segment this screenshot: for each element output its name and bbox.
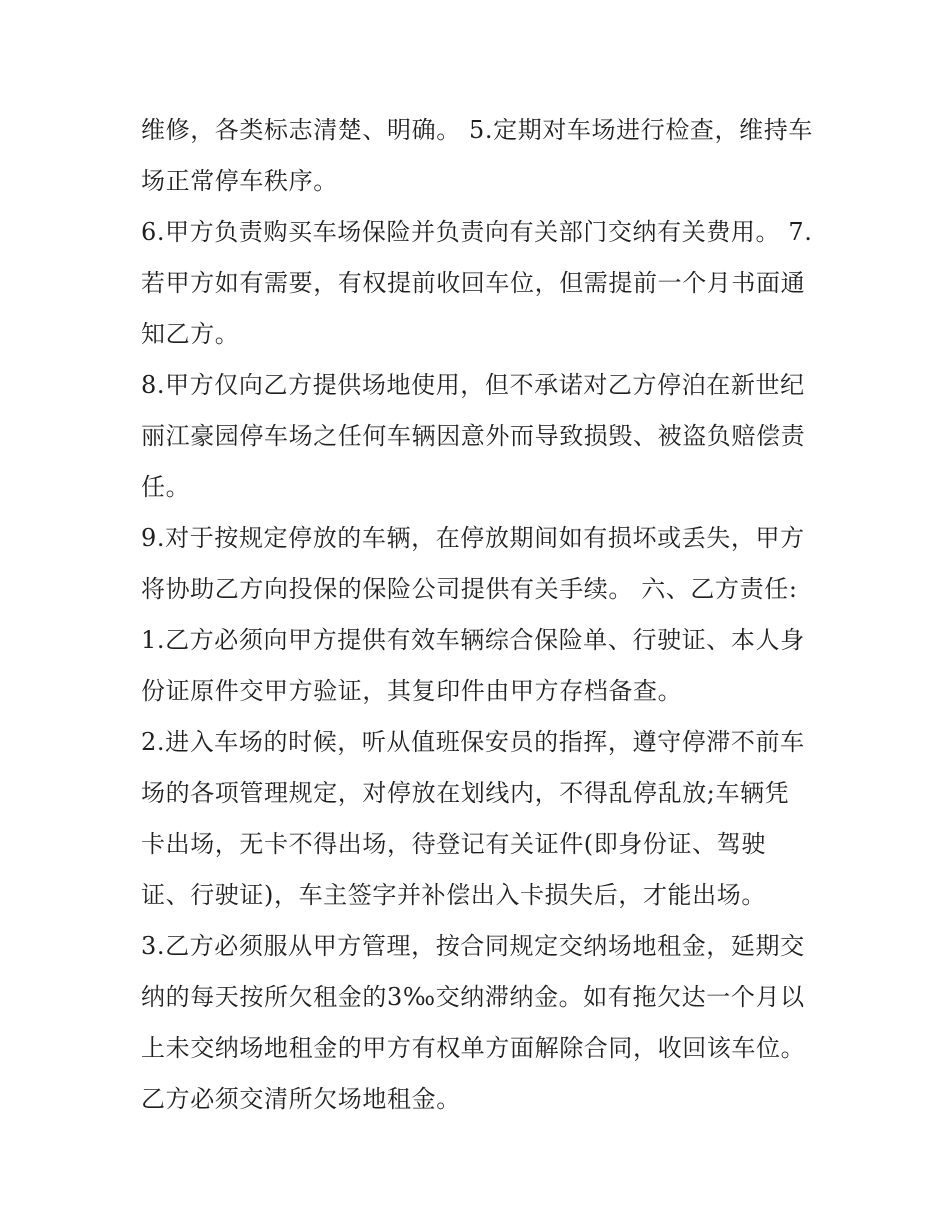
text-line: 若甲方如有需要，有权提前收回车位，但需提前一个月书面通	[141, 269, 806, 297]
text-line: 场正常停车秩序。	[141, 167, 338, 195]
text-line: 9.对于按规定停放的车辆，在停放期间如有损坏或丢失，甲方	[141, 524, 805, 552]
text-line: 乙方必须交清所欠场地租金。	[141, 1085, 461, 1113]
text-line: 卡出场，无卡不得出场，待登记有关证件(即身份证、驾驶	[141, 830, 766, 858]
document-body	[141, 105, 821, 1125]
text-line: 任。	[141, 473, 191, 501]
text-line: 知乙方。	[141, 320, 240, 348]
text-line: 6.甲方负责购买车场保险并负责向有关部门交纳有关费用。 7.	[141, 218, 813, 246]
text-line: 证、行驶证)，车主签字并补偿出入卡损失后，才能出场。	[141, 881, 766, 909]
text-line: 将协助乙方向投保的保险公司提供有关手续。 六、乙方责任:	[141, 575, 798, 603]
text-line: 场的各项管理规定，对停放在划线内，不得乱停乱放;车辆凭	[141, 779, 790, 807]
text-line: 8.甲方仅向乙方提供场地使用，但不承诺对乙方停泊在新世纪	[141, 371, 805, 399]
text-line: 维修，各类标志清楚、明确。 5.定期对车场进行检查，维持车	[141, 116, 813, 144]
text-line: 3.乙方必须服从甲方管理，按合同规定交纳场地租金，延期交	[141, 932, 805, 960]
text-line: 2.进入车场的时候，听从值班保安员的指挥，遵守停滞不前车	[141, 728, 805, 756]
text-line: 丽江豪园停车场之任何车辆因意外而导致损毁、被盗负赔偿责	[141, 422, 806, 450]
text-line: 1.乙方必须向甲方提供有效车辆综合保险单、行驶证、本人身	[141, 626, 805, 654]
text-line: 纳的每天按所欠租金的3‰交纳滞纳金。如有拖欠达一个月以	[141, 983, 805, 1011]
text-line: 份证原件交甲方验证，其复印件由甲方存档备查。	[141, 677, 683, 705]
text-line: 上未交纳场地租金的甲方有权单方面解除合同，收回该车位。	[141, 1034, 806, 1062]
